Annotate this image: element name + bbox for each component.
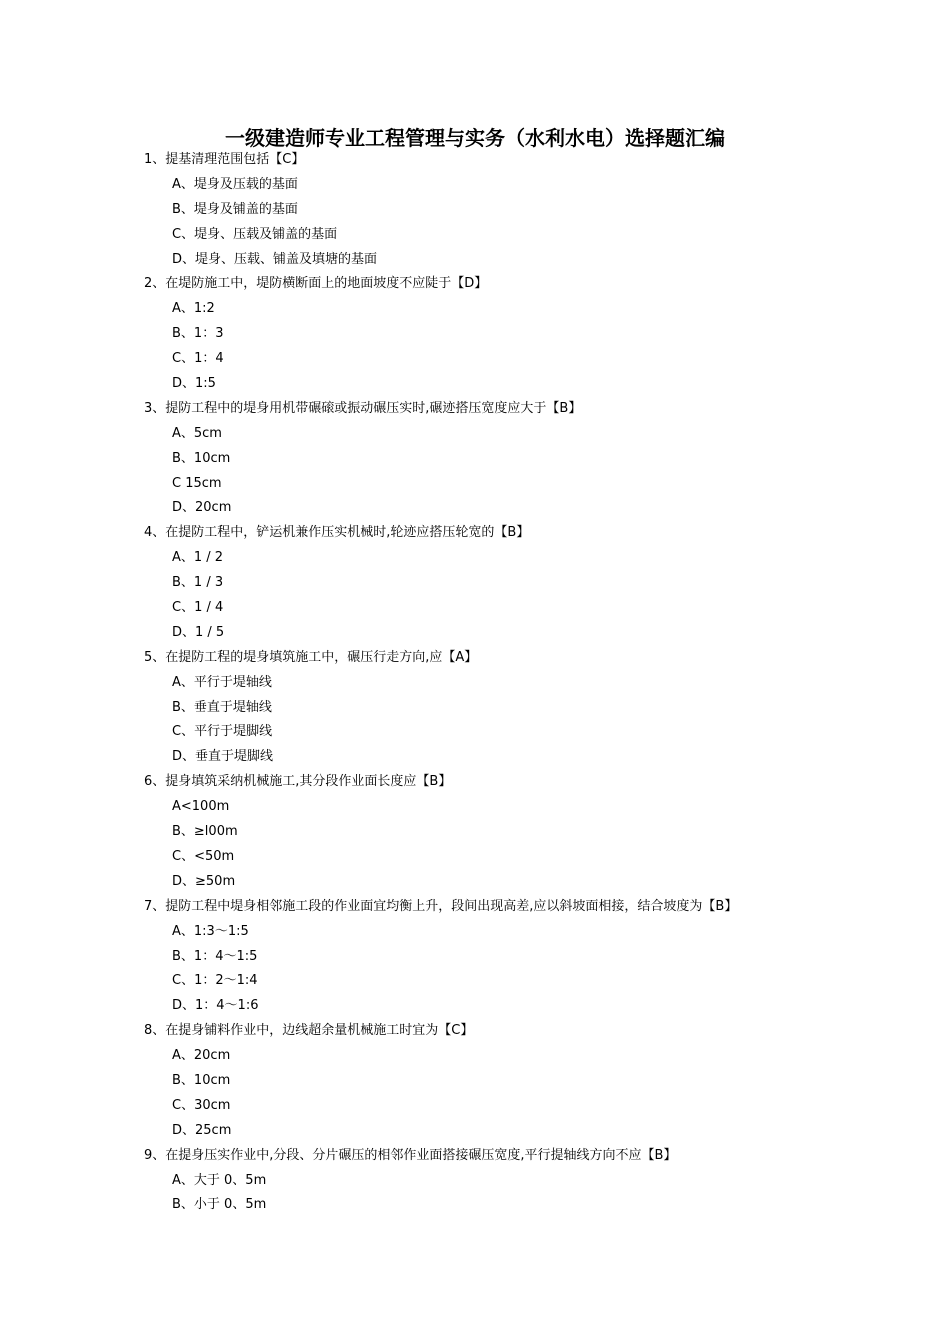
option-c: C、1 / 4: [172, 600, 224, 616]
question-stem: 2、在堤防施工中，堤防横断面上的地面坡度不应陡于【D】: [144, 276, 488, 292]
option-a: A、5cm: [172, 425, 222, 441]
option-a: A、堤身及压载的基面: [172, 176, 298, 192]
option-b: B、1：3: [172, 326, 224, 342]
option-c: C、1：2～1:4: [172, 973, 258, 989]
option-d: D、1:5: [172, 376, 216, 392]
question-stem: 6、提身填筑采纳机械施工,其分段作业面长度应【B】: [144, 774, 452, 790]
option-c: C、堤身、压载及铺盖的基面: [172, 226, 338, 242]
question-6: [144, 770, 844, 894]
question-list: [144, 148, 844, 1218]
question-stem: 4、在提防工程中，铲运机兼作压实机械时,轮迹应搭压轮宽的【B】: [144, 525, 530, 541]
question-9: [144, 1144, 844, 1219]
option-b: B、1 / 3: [172, 575, 224, 591]
option-d: D、垂直于堤脚线: [172, 749, 274, 765]
option-a: A、1:2: [172, 301, 215, 317]
option-a: A<100m: [172, 799, 230, 815]
question-8: [144, 1019, 844, 1143]
question-2: [144, 272, 844, 396]
option-d: D、20cm: [172, 500, 232, 516]
option-a: A、大于 0、5m: [172, 1172, 267, 1188]
option-a: A、平行于堤轴线: [172, 674, 272, 690]
option-c: C、1：4: [172, 351, 224, 367]
option-b: B、10cm: [172, 1072, 231, 1088]
question-stem: 5、在提防工程的堤身填筑施工中，碾压行走方向,应【A】: [144, 649, 478, 665]
option-d: D、堤身、压载、铺盖及填塘的基面: [172, 251, 378, 267]
question-stem: 8、在提身铺料作业中，边线超余量机械施工时宜为【C】: [144, 1023, 474, 1039]
option-a: A、1:3～1:5: [172, 923, 249, 939]
question-4: [144, 521, 844, 645]
option-b: B、堤身及铺盖的基面: [172, 201, 298, 217]
question-7: [144, 895, 844, 1019]
question-3: [144, 397, 844, 521]
option-a: A、1 / 2: [172, 550, 224, 566]
option-c: C、<50m: [172, 848, 235, 864]
question-5: [144, 646, 844, 770]
option-b: B、10cm: [172, 450, 231, 466]
option-c: C、30cm: [172, 1097, 231, 1113]
option-d: D、1 / 5: [172, 624, 225, 640]
option-d: D、≥50m: [172, 873, 236, 889]
option-b: B、垂直于堤轴线: [172, 699, 272, 715]
option-c: C 15cm: [172, 475, 222, 491]
document-title: 一级建造师专业工程管理与实务（水利水电）选择题汇编: [225, 126, 725, 150]
question-stem: 7、提防工程中堤身相邻施工段的作业面宜均衡上升，段间出现高差,应以斜坡面相接，结合坡度为【B】: [144, 898, 738, 914]
option-d: D、1：4～1:6: [172, 998, 259, 1014]
option-c: C、平行于堤脚线: [172, 724, 273, 740]
option-a: A、20cm: [172, 1048, 231, 1064]
option-b: B、1：4～1:5: [172, 948, 258, 964]
option-b: B、≥l00m: [172, 824, 238, 840]
question-stem: 9、在提身压实作业中,分段、分片碾压的相邻作业面搭接碾压宽度,平行提轴线方向不应【B】: [144, 1147, 677, 1163]
question-stem: 1、提基清理范围包括【C】: [144, 152, 305, 167]
option-b: B、小于 0、5m: [172, 1197, 267, 1213]
option-d: D、25cm: [172, 1122, 232, 1138]
question-stem: 3、提防工程中的堤身用机带碾磙或振动碾压实时,碾迹搭压宽度应大于【B】: [144, 400, 582, 416]
question-1: [144, 148, 844, 272]
